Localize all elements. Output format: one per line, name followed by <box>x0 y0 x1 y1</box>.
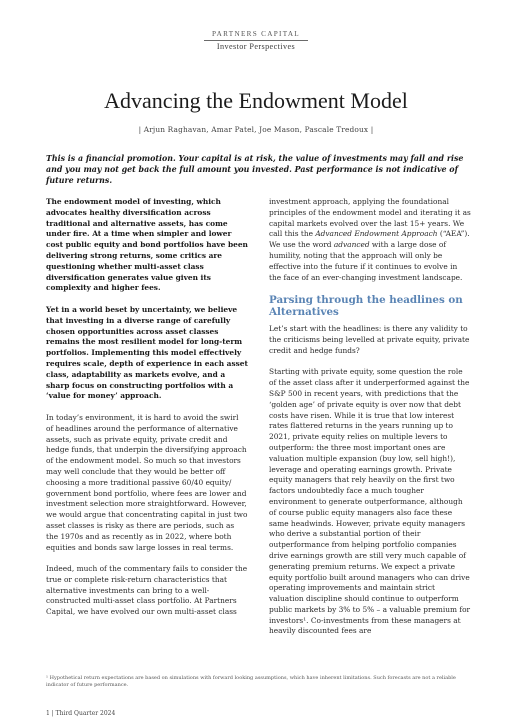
disclaimer-text: This is a financial promotion. Your capital is at risk, the value of investments may fall and rise and you may not get back the full amount you invested. Past performance is not indicative of future returns. <box>46 154 464 185</box>
body-paragraph: In today’s environment, it is hard to avoid the swirl of headlines around the performance of alternative assets, such as private equity, private credit and hedge funds, that underpin the diversifying approach of the endowment model. So much so that investors may well conclude that they would be better off choosing a more traditional passive 60/40 equity/ government bond portfolio, where fees are lower and investment selection more straightforward. However, we would argue that concentrating capital in just two asset classes is risky as there are periods, such as the 1970s and as recently as in 2022, where both equities and bonds saw large losses in real terms. <box>46 412 248 552</box>
page-footer: 1 | Third Quarter 2024 <box>46 710 116 717</box>
emphasis-text: advanced <box>333 240 370 250</box>
brand-name: PARTNERS CAPITAL <box>211 30 301 38</box>
brand-divider <box>204 40 308 41</box>
thesis-paragraph: Yet in a world beset by uncertainty, we believe that investing in a diverse range of carefully chosen opportunities across asset classes remains the most resilient model for long-term portfolios. Implementing this model effectively requires scale, depth of experience in each asset class, adaptability as markets evolve, and a sharp focus on constructing portfolios with a ‘value for money’ approach. <box>46 304 248 401</box>
author-line: | Arjun Raghavan, Amar Patel, Joe Mason, Pascale Tredoux | <box>138 125 374 134</box>
section-heading: Parsing through the headlines on Alternatives <box>269 294 463 319</box>
text-run: investment approach, applying the foundational principles of the endowment model and iterating it as capital markets evolved over the last 15+ years. We call this the <box>269 197 471 239</box>
page-title: Advancing the Endowment Model <box>104 88 408 113</box>
intro-paragraph: The endowment model of investing, which advocates healthy diversification across traditional and alternative assets, has come under fire. At a time when simpler and lower cost public equity and bond portfolios have been delivering strong returns, some critics are questioning whether multi-asset class diversification generates value given its complexity and higher fees. <box>46 197 248 293</box>
text-run: (“AEA”). We use the word <box>269 229 470 250</box>
footnote: ¹ Hypothetical return expectations are based on simulations with forward looking assumptions, which have inherent limitations. Such forecasts are not a reliable indicator of future performance. <box>46 675 456 688</box>
brand-subtitle: Investor Perspectives <box>216 42 296 51</box>
body-paragraph <box>269 197 471 283</box>
brand-header <box>0 30 512 51</box>
text-run: with a large dose of humility, noting that the approach will only be effective into the future if it continues to evolve in the face of an ever-changing investment landscape. <box>269 240 463 282</box>
emphasis-text: Advanced Endowment Approach <box>315 229 438 239</box>
body-paragraph: Starting with private equity, some question the role of the asset class after it underperformed against the S&P 500 in recent years, with predictions that the ‘golden age’ of private equity is over now that debt costs have risen. While it is true that low interest rates flattered returns in the years running up to 2021, private equity relies on multiple levers to outperform: the three most important ones are valuation multiple expansion (buy low, sell high!), leverage and operating earnings growth. Private equity managers that rely heavily on the first two factors undoubtedly face a much tougher environment to generate outperformance, although of course public equity managers also face these same headwinds. However, private equity managers who derive a substantial portion of their outperformance from helping portfolio companies drive earnings growth are still very much capable of generating premium returns. We expect a private equity portfolio built around managers who can drive operating improvements and maintain strict valuation discipline should continue to outperform public markets by 3% to 5% – a valuable premium for investors¹. Co-investments from these managers at heavily discounted fees are <box>269 367 471 636</box>
right-column <box>269 197 471 648</box>
body-paragraph: Let’s start with the headlines: is there any validity to the criticisms being levelled at private equity, private credit and hedge funds? <box>269 324 470 355</box>
body-paragraph: Indeed, much of the commentary fails to consider the true or complete risk-return characteristics that alternative investments can bring to a well-constructed multi-asset class portfolio. At Partners Capital, we have evolved our own multi-asset class <box>46 564 248 617</box>
left-column <box>46 197 248 629</box>
